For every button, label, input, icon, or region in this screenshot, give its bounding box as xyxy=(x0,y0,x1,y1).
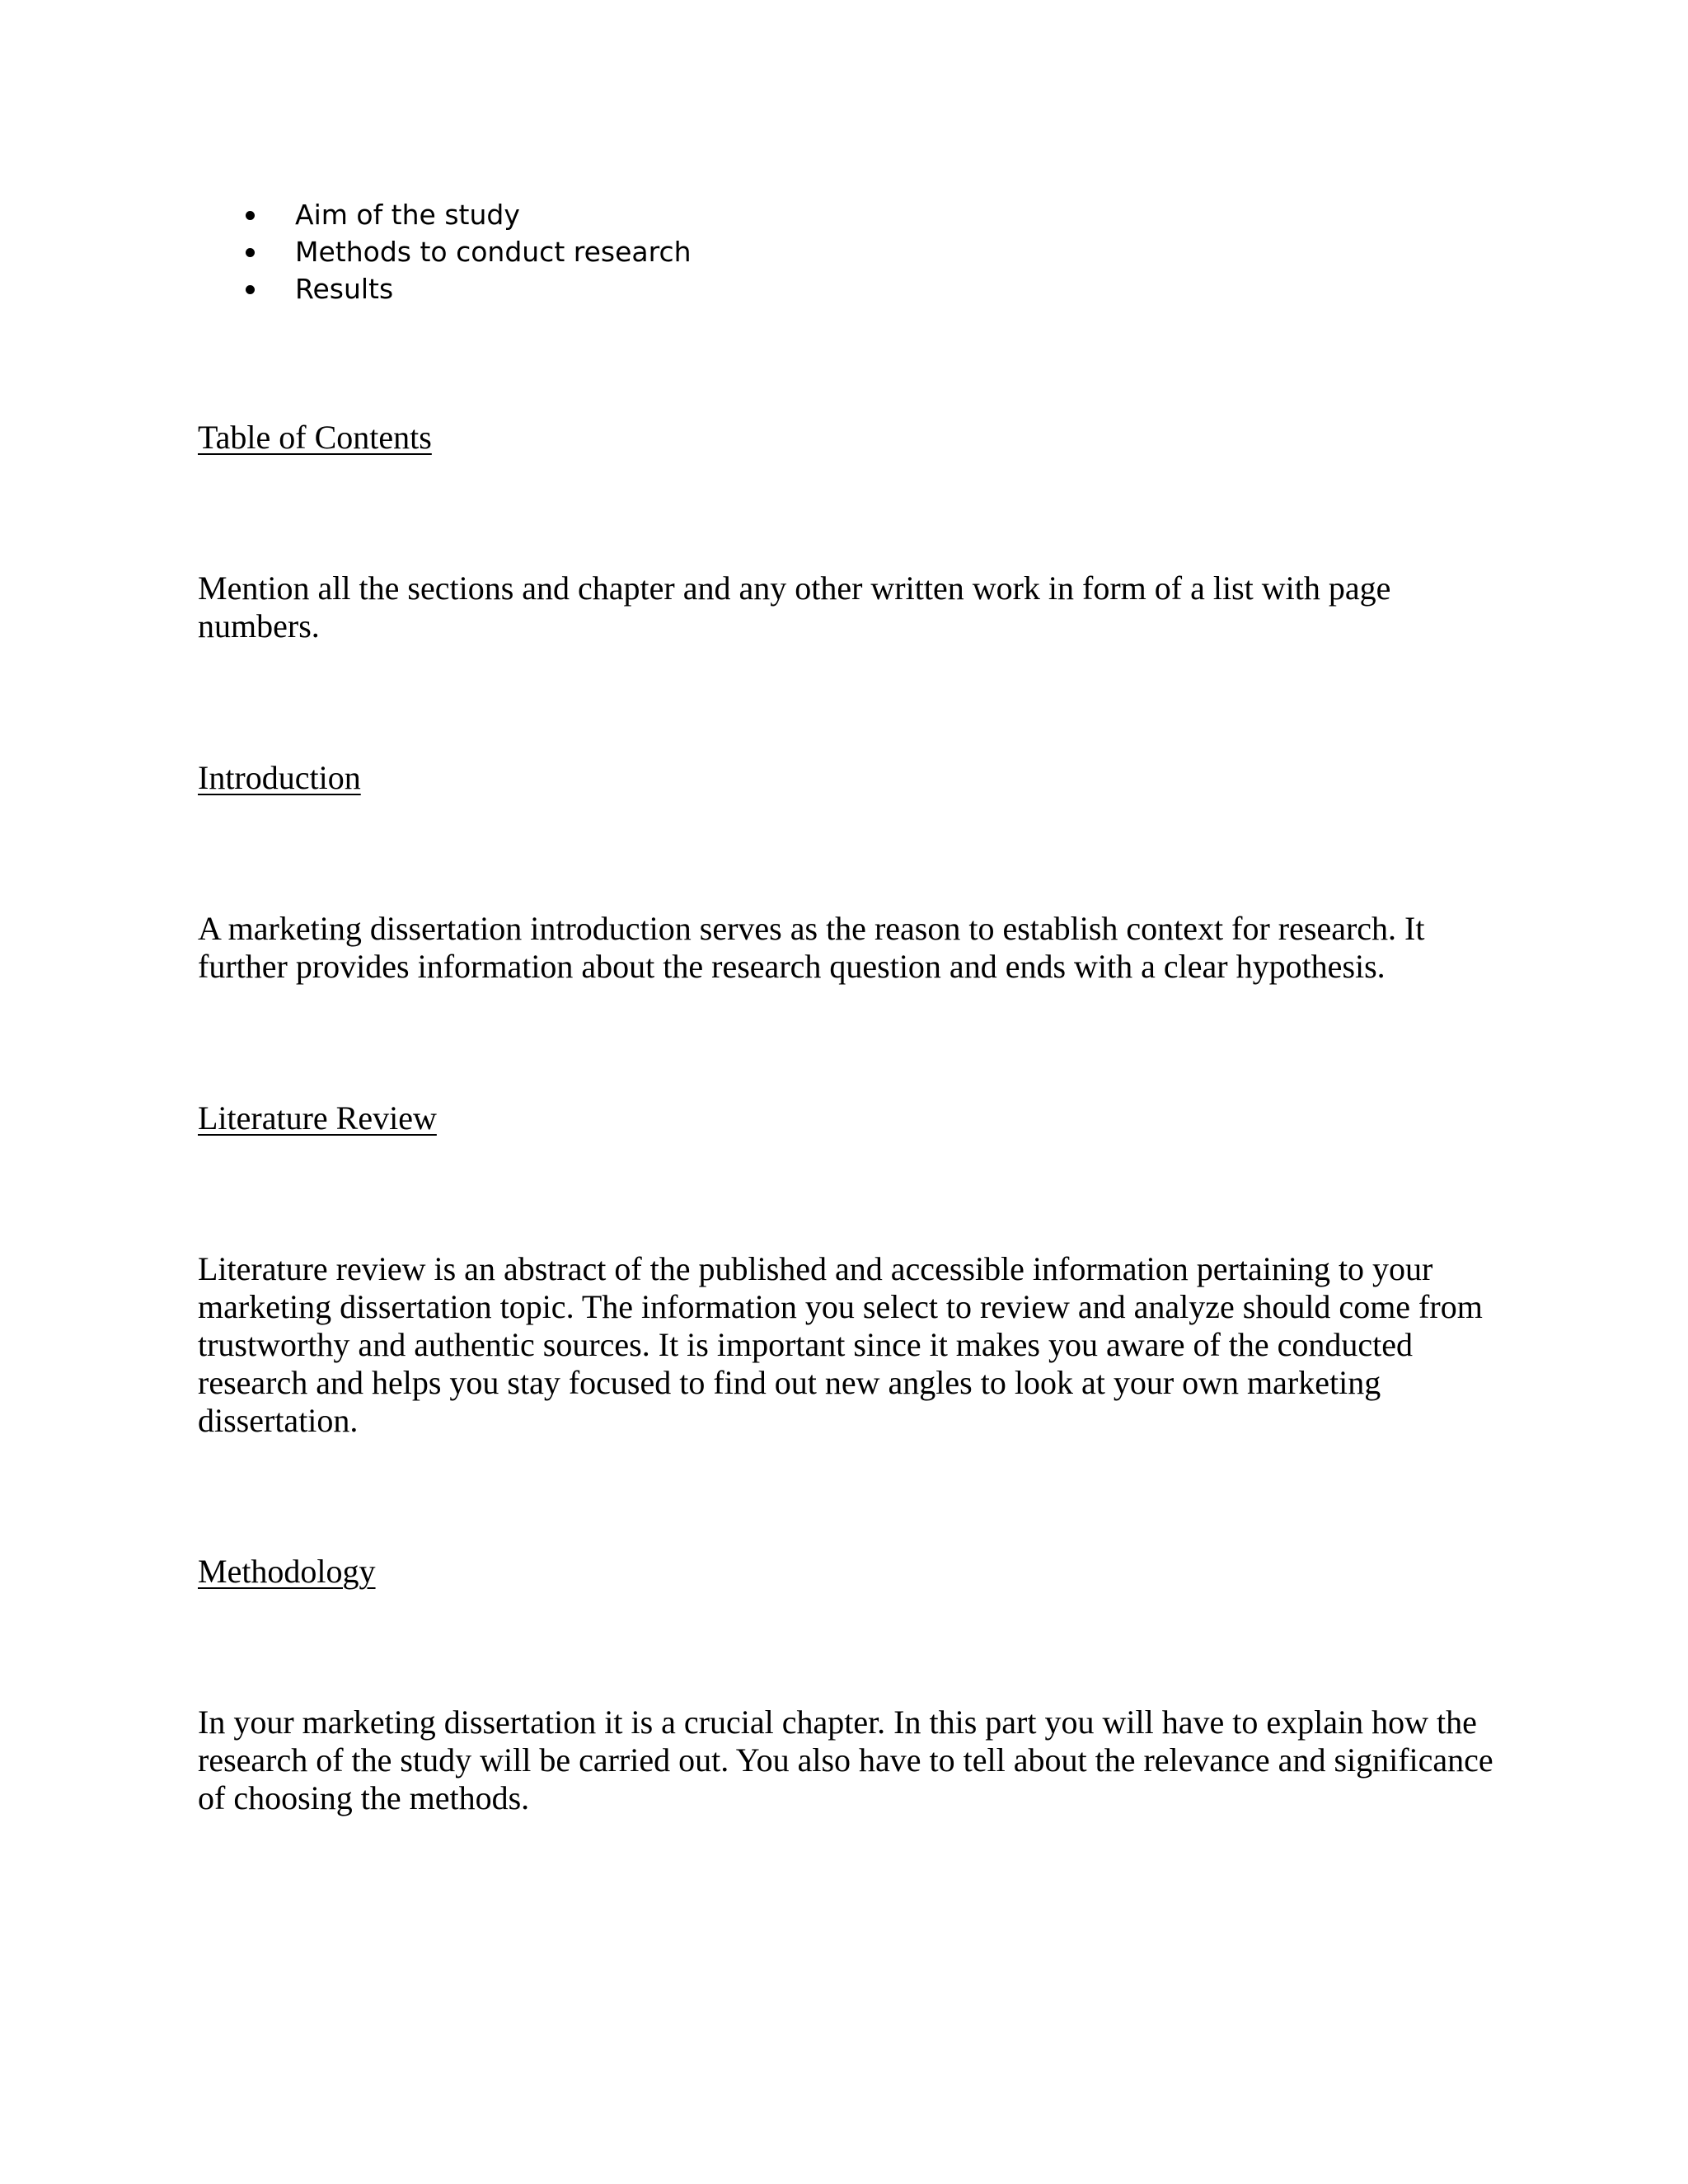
list-item xyxy=(0,196,1688,233)
methodology-paragraph: In your marketing dissertation it is a crucial chapter. In this part you will have to explain how the research of the study will be carried out. You also have to tell about the relevance and significance of choosing the methods. xyxy=(198,1704,1493,1816)
bullet-icon xyxy=(246,211,255,220)
bullet-icon xyxy=(246,248,255,257)
literature-review-paragraph: Literature review is an abstract of the published and accessible information pertaining to your marketing dissertation topic. The information you select to review and analyze should come from trustworthy and authentic sources. It is important since it makes you aware of the conducted research and helps you stay focused to find out new angles to look at your own marketing dissertation. xyxy=(198,1250,1483,1439)
list-item-text: Results xyxy=(295,273,394,305)
methodology-heading: Methodology xyxy=(198,1553,376,1590)
list-item xyxy=(0,233,1688,270)
toc-paragraph: Mention all the sections and chapter and any other written work in form of a list with page numbers. xyxy=(198,569,1391,644)
bullet-icon xyxy=(246,285,255,294)
literature-review-heading: Literature Review xyxy=(198,1099,437,1137)
introduction-heading: Introduction xyxy=(198,759,361,796)
list-item-text: Aim of the study xyxy=(295,199,520,231)
list-item-text: Methods to conduct research xyxy=(295,236,692,268)
bullet-list xyxy=(0,196,1688,307)
introduction-paragraph: A marketing dissertation introduction serves as the reason to establish context for research. It further provides information about the research question and ends with a clear hypothesis. xyxy=(198,910,1425,985)
toc-heading: Table of Contents xyxy=(198,419,432,456)
list-item xyxy=(0,270,1688,307)
